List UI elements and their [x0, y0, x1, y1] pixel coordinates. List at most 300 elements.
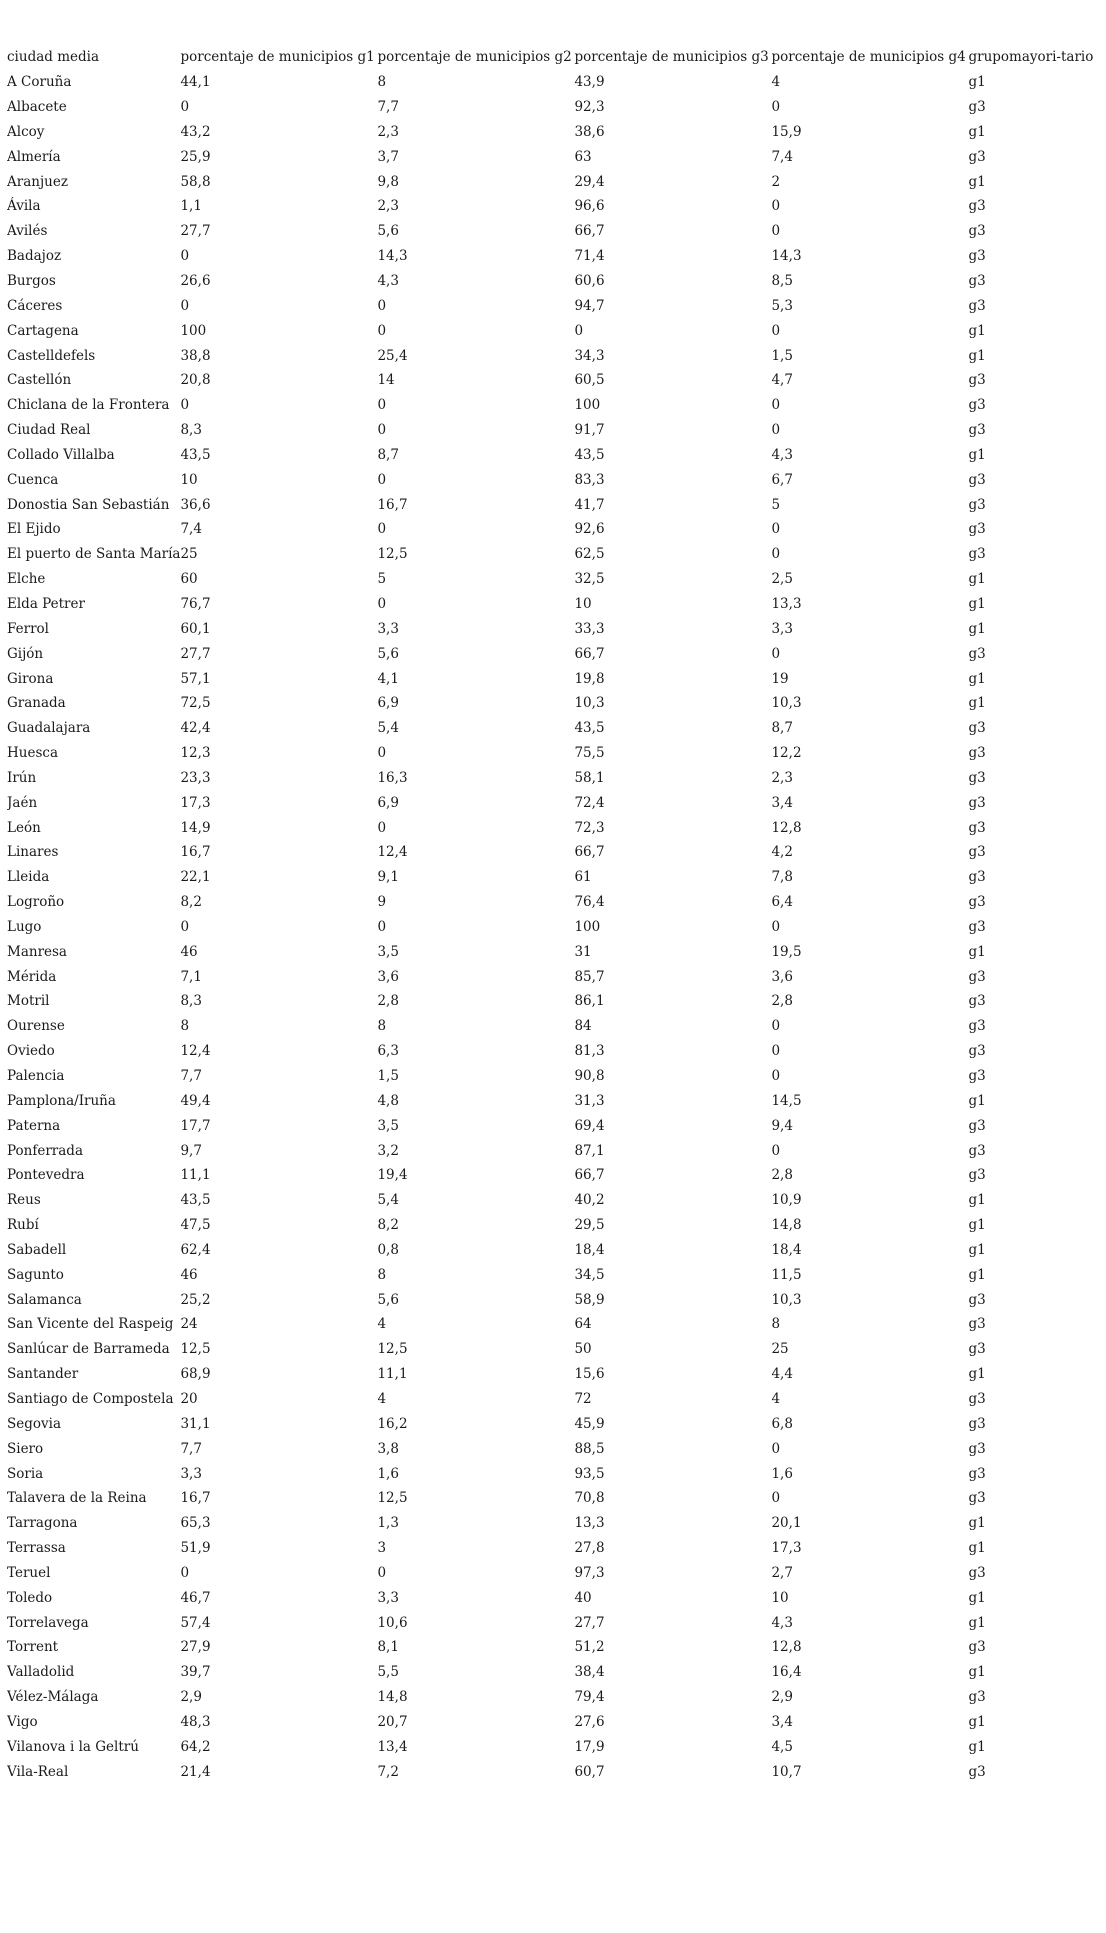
cell-g3: 88,5	[574, 1440, 605, 1457]
table-row	[7, 144, 1103, 169]
cell-grupo: g1	[968, 123, 986, 140]
cell-ciudad: Granada	[7, 695, 66, 712]
cell-ciudad: Paterna	[7, 1117, 61, 1134]
cell-g1: 38,8	[180, 347, 211, 364]
cell-g2: 7,7	[377, 99, 399, 116]
cell-g4: 0	[771, 1018, 781, 1035]
cell-g3: 85,7	[574, 968, 605, 985]
cell-g3: 10	[574, 595, 592, 612]
cell-ciudad: Aranjuez	[7, 173, 68, 190]
cell-grupo: g1	[968, 620, 986, 637]
cell-g2: 20,7	[377, 1713, 408, 1730]
cell-g4: 2,5	[771, 571, 793, 588]
table-row	[7, 1387, 1103, 1412]
cell-g4: 11,5	[771, 1266, 802, 1283]
cell-g1: 25,2	[180, 1291, 211, 1308]
cell-g1: 31,1	[180, 1415, 211, 1432]
table-row	[7, 1238, 1103, 1263]
cell-g1: 12,5	[180, 1341, 211, 1358]
cell-g1: 25	[180, 546, 198, 563]
cell-g1: 62,4	[180, 1241, 211, 1258]
cell-grupo: g3	[968, 99, 986, 116]
cell-g3: 70,8	[574, 1490, 605, 1507]
column-header-grupo: grupomayori-tario	[968, 49, 1094, 66]
cell-g3: 31	[574, 943, 592, 960]
cell-grupo: g3	[968, 1142, 986, 1159]
cell-g3: 69,4	[574, 1117, 605, 1134]
cell-g1: 8,3	[180, 422, 202, 439]
cell-g2: 3,5	[377, 943, 399, 960]
cell-g3: 51,2	[574, 1639, 605, 1656]
cell-g3: 45,9	[574, 1415, 605, 1432]
cell-g1: 48,3	[180, 1713, 211, 1730]
cell-g1: 49,4	[180, 1092, 211, 1109]
cell-grupo: g3	[968, 223, 986, 240]
cell-grupo: g1	[968, 1713, 986, 1730]
cell-g4: 0	[771, 1142, 781, 1159]
cell-grupo: g1	[968, 173, 986, 190]
cell-grupo: g1	[968, 1192, 986, 1209]
table-row	[7, 368, 1103, 393]
cell-g3: 0	[574, 322, 584, 339]
cell-g1: 27,9	[180, 1639, 211, 1656]
cell-g1: 76,7	[180, 595, 211, 612]
cell-g4: 3,3	[771, 620, 793, 637]
cell-g3: 38,6	[574, 123, 605, 140]
cell-g1: 46	[180, 1266, 198, 1283]
cell-g4: 6,4	[771, 894, 793, 911]
cell-g4: 16,4	[771, 1664, 802, 1681]
cell-g3: 27,7	[574, 1614, 605, 1631]
table-row	[7, 716, 1103, 741]
cell-g4: 2,8	[771, 1167, 793, 1184]
cell-g2: 0	[377, 595, 387, 612]
cell-grupo: g3	[968, 297, 986, 314]
cell-g2: 11,1	[377, 1366, 408, 1383]
cell-g4: 0	[771, 322, 781, 339]
cell-g1: 0	[180, 297, 190, 314]
cell-g3: 91,7	[574, 422, 605, 439]
cell-g2: 12,4	[377, 844, 408, 861]
cell-g2: 5,6	[377, 223, 399, 240]
table-row	[7, 467, 1103, 492]
table-row	[7, 1287, 1103, 1312]
cell-g1: 60,1	[180, 620, 211, 637]
cell-g1: 12,3	[180, 745, 211, 762]
cell-grupo: g3	[968, 1018, 986, 1035]
cell-g1: 0	[180, 397, 190, 414]
cell-g3: 38,4	[574, 1664, 605, 1681]
cell-g1: 0	[180, 1564, 190, 1581]
cell-g1: 14,9	[180, 819, 211, 836]
cell-grupo: g3	[968, 1465, 986, 1482]
cell-g2: 19,4	[377, 1167, 408, 1184]
cell-g4: 0	[771, 198, 781, 215]
cell-g3: 60,7	[574, 1763, 605, 1780]
cell-ciudad: Talavera de la Reina	[7, 1490, 147, 1507]
cell-grupo: g3	[968, 1415, 986, 1432]
cell-ciudad: Logroño	[7, 894, 65, 911]
table-row	[7, 592, 1103, 617]
cell-g4: 5	[771, 496, 781, 513]
cell-g2: 13,4	[377, 1738, 408, 1755]
cell-g1: 46,7	[180, 1589, 211, 1606]
cell-grupo: g1	[968, 1241, 986, 1258]
cell-g4: 10,3	[771, 1291, 802, 1308]
cell-grupo: g3	[968, 496, 986, 513]
table-row	[7, 840, 1103, 865]
cell-g2: 4	[377, 1316, 387, 1333]
cell-g1: 20,8	[180, 372, 211, 389]
cell-g2: 3,8	[377, 1440, 399, 1457]
table-row	[7, 939, 1103, 964]
cell-ciudad: Segovia	[7, 1415, 61, 1432]
table-row	[7, 393, 1103, 418]
cell-ciudad: Salamanca	[7, 1291, 82, 1308]
cell-grupo: g3	[968, 1043, 986, 1060]
cell-g2: 0	[377, 745, 387, 762]
table-row	[7, 95, 1103, 120]
cell-g3: 83,3	[574, 471, 605, 488]
cell-grupo: g3	[968, 869, 986, 886]
cell-g2: 5,6	[377, 645, 399, 662]
cell-g1: 44,1	[180, 74, 211, 91]
cell-g2: 0	[377, 397, 387, 414]
cell-ciudad: Huesca	[7, 745, 58, 762]
cell-g3: 17,9	[574, 1738, 605, 1755]
cell-grupo: g1	[968, 1614, 986, 1631]
table-row	[7, 1411, 1103, 1436]
cell-ciudad: Tarragona	[7, 1515, 78, 1532]
cell-g2: 8	[377, 1266, 387, 1283]
cell-g4: 0	[771, 918, 781, 935]
cell-g2: 0	[377, 422, 387, 439]
cell-g2: 3,3	[377, 1589, 399, 1606]
cell-grupo: g3	[968, 273, 986, 290]
cell-g2: 1,5	[377, 1068, 399, 1085]
cell-g1: 72,5	[180, 695, 211, 712]
table-row	[7, 1610, 1103, 1635]
cell-g2: 9,8	[377, 173, 399, 190]
cell-g3: 40,2	[574, 1192, 605, 1209]
cell-ciudad: Almería	[7, 148, 61, 165]
cell-g3: 96,6	[574, 198, 605, 215]
cell-g4: 1,5	[771, 347, 793, 364]
cell-grupo: g3	[968, 645, 986, 662]
table-row	[7, 542, 1103, 567]
table-row	[7, 815, 1103, 840]
table-row	[7, 343, 1103, 368]
table-row	[7, 1138, 1103, 1163]
cell-grupo: g3	[968, 769, 986, 786]
cell-grupo: g3	[968, 148, 986, 165]
cell-ciudad: Torrelavega	[7, 1614, 89, 1631]
cell-g3: 50	[574, 1341, 592, 1358]
cell-g3: 100	[574, 397, 601, 414]
cell-g4: 4,3	[771, 446, 793, 463]
cell-g3: 29,4	[574, 173, 605, 190]
cell-g3: 71,4	[574, 248, 605, 265]
cell-grupo: g3	[968, 720, 986, 737]
cell-ciudad: Castelldefels	[7, 347, 96, 364]
cell-ciudad: León	[7, 819, 41, 836]
cell-g4: 4,2	[771, 844, 793, 861]
cell-ciudad: Rubí	[7, 1217, 39, 1234]
cell-g3: 92,6	[574, 521, 605, 538]
cell-ciudad: Vigo	[7, 1713, 38, 1730]
cell-g3: 61	[574, 869, 592, 886]
cell-g2: 4	[377, 1390, 387, 1407]
cell-g3: 34,5	[574, 1266, 605, 1283]
cell-ciudad: Elda Petrer	[7, 595, 85, 612]
cell-grupo: g1	[968, 1092, 986, 1109]
cell-g4: 13,3	[771, 595, 802, 612]
cell-g3: 66,7	[574, 645, 605, 662]
cell-ciudad: Collado Villalba	[7, 446, 115, 463]
cell-g4: 6,8	[771, 1415, 793, 1432]
cell-g1: 57,4	[180, 1614, 211, 1631]
header-row	[7, 45, 1103, 70]
table-row	[7, 1734, 1103, 1759]
cell-ciudad: Avilés	[7, 223, 48, 240]
cell-g2: 0	[377, 819, 387, 836]
cell-g2: 1,3	[377, 1515, 399, 1532]
cell-grupo: g3	[968, 1490, 986, 1507]
table-row	[7, 169, 1103, 194]
cell-g4: 0	[771, 1043, 781, 1060]
cell-g2: 8,7	[377, 446, 399, 463]
cell-g4: 2	[771, 173, 781, 190]
cell-g3: 19,8	[574, 670, 605, 687]
cell-g2: 16,2	[377, 1415, 408, 1432]
cell-g2: 8,2	[377, 1217, 399, 1234]
cell-grupo: g3	[968, 1564, 986, 1581]
cell-g2: 3,6	[377, 968, 399, 985]
cell-grupo: g1	[968, 1589, 986, 1606]
cell-ciudad: Teruel	[7, 1564, 51, 1581]
cell-grupo: g1	[968, 1738, 986, 1755]
cell-g3: 43,5	[574, 446, 605, 463]
cell-grupo: g3	[968, 1117, 986, 1134]
cell-ciudad: Albacete	[7, 99, 67, 116]
cell-ciudad: Sabadell	[7, 1241, 67, 1258]
cell-g4: 0	[771, 521, 781, 538]
table-row	[7, 1262, 1103, 1287]
cell-g2: 12,5	[377, 546, 408, 563]
cell-g3: 63	[574, 148, 592, 165]
cell-g1: 0	[180, 248, 190, 265]
cell-g2: 6,9	[377, 695, 399, 712]
table-row	[7, 194, 1103, 219]
cell-g4: 6,7	[771, 471, 793, 488]
table-row	[7, 517, 1103, 542]
table-row	[7, 989, 1103, 1014]
table-row	[7, 666, 1103, 691]
cell-g2: 14	[377, 372, 395, 389]
cell-grupo: g1	[968, 347, 986, 364]
cell-g1: 10	[180, 471, 198, 488]
cell-g2: 12,5	[377, 1490, 408, 1507]
cell-g1: 60	[180, 571, 198, 588]
cell-g3: 41,7	[574, 496, 605, 513]
cell-ciudad: El Ejido	[7, 521, 61, 538]
cell-ciudad: Chiclana de la Frontera	[7, 397, 170, 414]
cell-ciudad: Guadalajara	[7, 720, 91, 737]
cell-grupo: g1	[968, 1366, 986, 1383]
cell-g2: 8	[377, 1018, 387, 1035]
cell-grupo: g3	[968, 794, 986, 811]
cell-g4: 0	[771, 223, 781, 240]
table-row	[7, 765, 1103, 790]
cell-ciudad: Santiago de Compostela	[7, 1390, 174, 1407]
cell-ciudad: Reus	[7, 1192, 41, 1209]
cell-g3: 62,5	[574, 546, 605, 563]
cell-ciudad: El puerto de Santa María	[7, 546, 181, 563]
table-row	[7, 964, 1103, 989]
cell-g4: 0	[771, 1490, 781, 1507]
cell-g1: 0	[180, 99, 190, 116]
cell-grupo: g3	[968, 1291, 986, 1308]
cell-g2: 6,9	[377, 794, 399, 811]
cell-g1: 3,3	[180, 1465, 202, 1482]
cell-ciudad: Badajoz	[7, 248, 62, 265]
cell-grupo: g1	[968, 1266, 986, 1283]
cell-g1: 2,9	[180, 1689, 202, 1706]
cell-g4: 2,3	[771, 769, 793, 786]
cell-g1: 7,4	[180, 521, 202, 538]
cell-ciudad: Ávila	[7, 198, 41, 215]
cell-g1: 47,5	[180, 1217, 211, 1234]
cell-g1: 43,5	[180, 446, 211, 463]
cell-ciudad: San Vicente del Raspeig	[7, 1316, 174, 1333]
cell-g4: 3,4	[771, 794, 793, 811]
cell-g3: 79,4	[574, 1689, 605, 1706]
cell-ciudad: Oviedo	[7, 1043, 55, 1060]
cell-g2: 0	[377, 918, 387, 935]
cell-g4: 7,4	[771, 148, 793, 165]
cell-g3: 75,5	[574, 745, 605, 762]
table-row	[7, 890, 1103, 915]
cell-g3: 40	[574, 1589, 592, 1606]
cell-g2: 25,4	[377, 347, 408, 364]
cell-ciudad: Lleida	[7, 869, 50, 886]
cell-g4: 10	[771, 1589, 789, 1606]
table-row	[7, 1113, 1103, 1138]
cell-grupo: g3	[968, 1068, 986, 1085]
cell-g1: 46	[180, 943, 198, 960]
cell-g3: 87,1	[574, 1142, 605, 1159]
cell-g1: 8	[180, 1018, 190, 1035]
cell-g3: 84	[574, 1018, 592, 1035]
cell-g4: 0	[771, 422, 781, 439]
cell-grupo: g1	[968, 695, 986, 712]
cell-g2: 2,3	[377, 123, 399, 140]
cell-grupo: g1	[968, 1540, 986, 1557]
cell-g4: 10,7	[771, 1763, 802, 1780]
cell-g4: 0	[771, 397, 781, 414]
cell-g3: 31,3	[574, 1092, 605, 1109]
cell-g4: 18,4	[771, 1241, 802, 1258]
cell-g1: 25,9	[180, 148, 211, 165]
cell-g3: 64	[574, 1316, 592, 1333]
table-row	[7, 1635, 1103, 1660]
cell-g3: 60,5	[574, 372, 605, 389]
cell-g3: 27,6	[574, 1713, 605, 1730]
cell-grupo: g1	[968, 74, 986, 91]
table-row	[7, 741, 1103, 766]
cell-grupo: g3	[968, 198, 986, 215]
cell-g1: 51,9	[180, 1540, 211, 1557]
cell-g2: 9	[377, 894, 387, 911]
cell-g2: 2,3	[377, 198, 399, 215]
cell-ciudad: Valladolid	[7, 1664, 75, 1681]
cell-g2: 0,8	[377, 1241, 399, 1258]
table-row	[7, 269, 1103, 294]
cell-ciudad: Santander	[7, 1366, 79, 1383]
cell-grupo: g1	[968, 571, 986, 588]
cell-g2: 0	[377, 521, 387, 538]
cell-ciudad: Pontevedra	[7, 1167, 85, 1184]
table-row	[7, 293, 1103, 318]
cell-g2: 16,7	[377, 496, 408, 513]
cell-ciudad: Alcoy	[7, 123, 45, 140]
table-row	[7, 865, 1103, 890]
cell-ciudad: Girona	[7, 670, 54, 687]
cell-g4: 7,8	[771, 869, 793, 886]
cell-g1: 57,1	[180, 670, 211, 687]
cell-g1: 39,7	[180, 1664, 211, 1681]
cell-g4: 5,3	[771, 297, 793, 314]
cell-g3: 72,3	[574, 819, 605, 836]
cell-g3: 72,4	[574, 794, 605, 811]
cell-g4: 2,9	[771, 1689, 793, 1706]
cell-g4: 4,3	[771, 1614, 793, 1631]
table-row	[7, 120, 1103, 145]
cell-g1: 1,1	[180, 198, 202, 215]
cell-g1: 9,7	[180, 1142, 202, 1159]
cell-grupo: g3	[968, 1763, 986, 1780]
cell-grupo: g3	[968, 1316, 986, 1333]
table-row	[7, 1486, 1103, 1511]
cell-g4: 12,2	[771, 745, 802, 762]
cell-g3: 34,3	[574, 347, 605, 364]
cell-g4: 4,7	[771, 372, 793, 389]
cell-g3: 15,6	[574, 1366, 605, 1383]
cell-grupo: g3	[968, 844, 986, 861]
cell-grupo: g3	[968, 521, 986, 538]
cell-g1: 17,7	[180, 1117, 211, 1134]
cell-g3: 81,3	[574, 1043, 605, 1060]
cell-g3: 58,9	[574, 1291, 605, 1308]
cell-g4: 8,7	[771, 720, 793, 737]
cell-g2: 5,6	[377, 1291, 399, 1308]
cell-ciudad: Siero	[7, 1440, 44, 1457]
cell-ciudad: Ciudad Real	[7, 422, 91, 439]
table-row	[7, 1064, 1103, 1089]
cell-grupo: g1	[968, 446, 986, 463]
cell-g2: 2,8	[377, 993, 399, 1010]
cell-g1: 12,4	[180, 1043, 211, 1060]
table-row	[7, 1759, 1103, 1784]
cell-g4: 0	[771, 645, 781, 662]
cell-g2: 0	[377, 322, 387, 339]
cell-g2: 0	[377, 297, 387, 314]
cell-g4: 2,8	[771, 993, 793, 1010]
table-row	[7, 1337, 1103, 1362]
cell-g2: 4,1	[377, 670, 399, 687]
table-row	[7, 1710, 1103, 1735]
cell-ciudad: Vilanova i la Geltrú	[7, 1738, 139, 1755]
